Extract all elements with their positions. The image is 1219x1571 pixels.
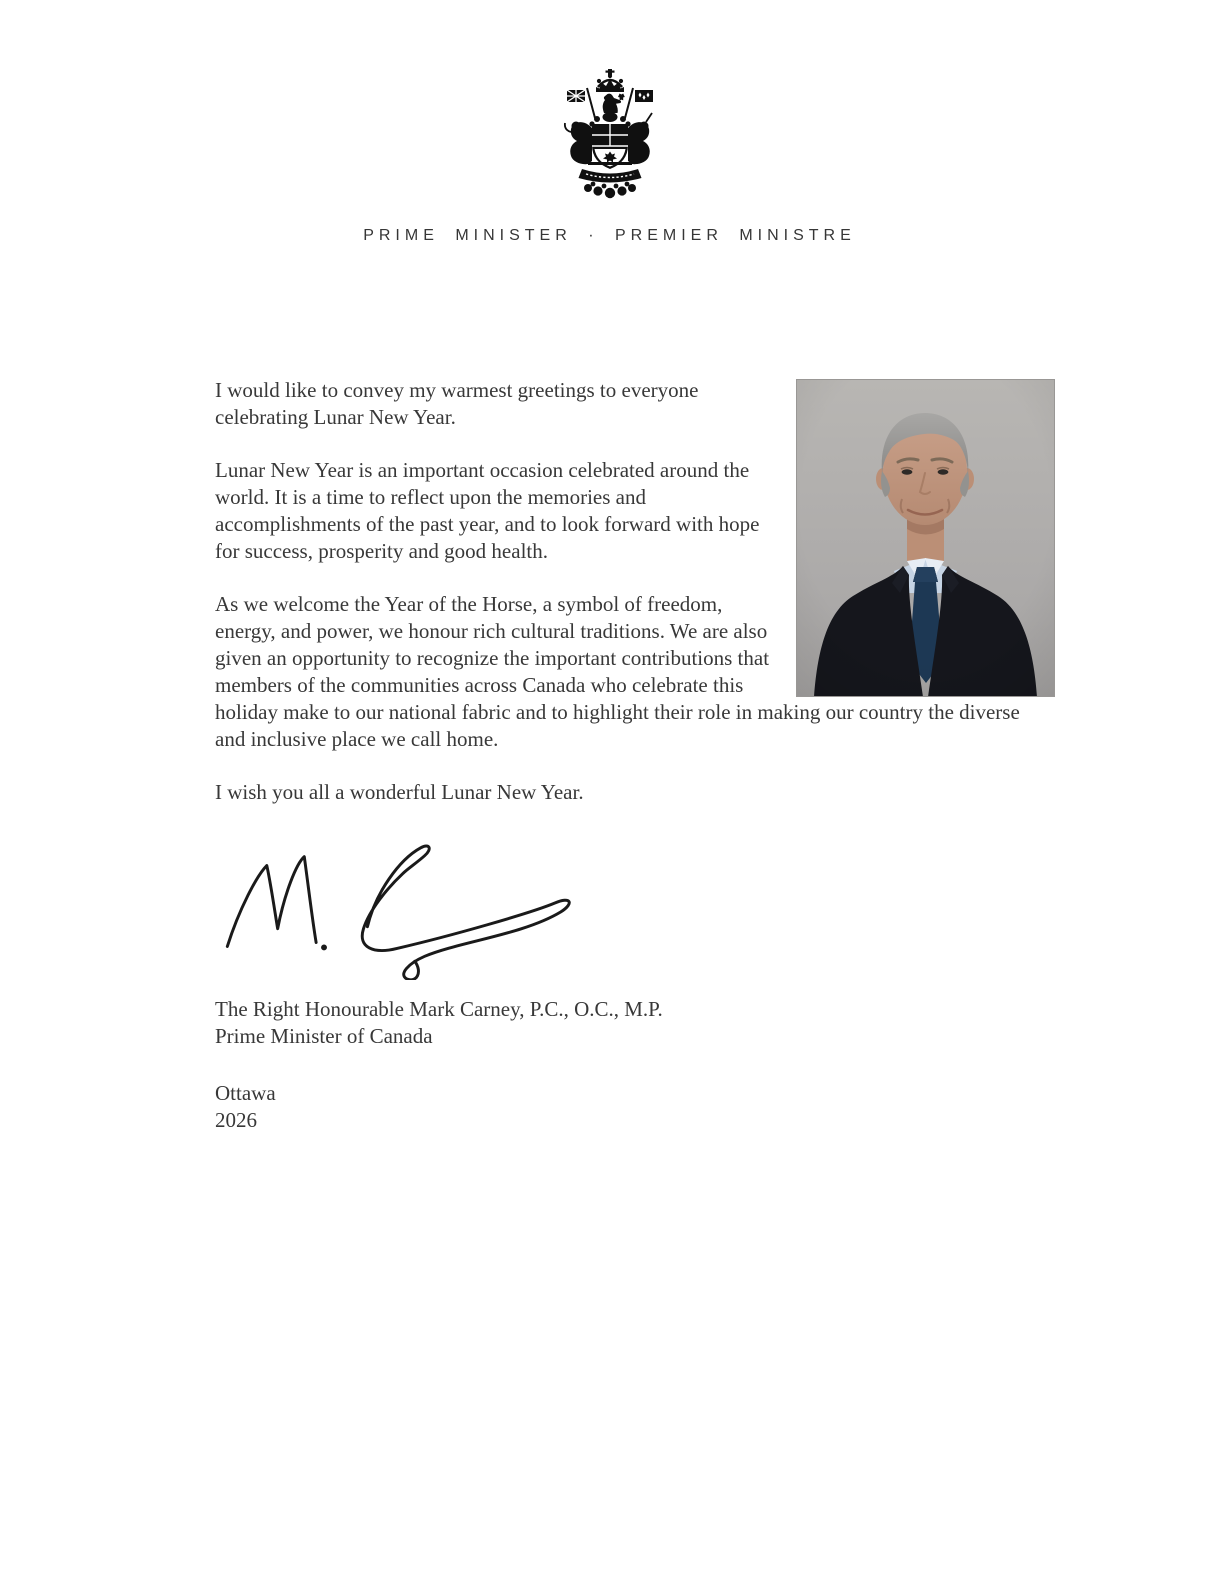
portrait-photo [796, 379, 1055, 697]
paragraph-year-of-horse: As we welcome the Year of the Horse, a symbol of freedom, energy, and power, we honour rich cultural traditions. We are also given an opportunity to recognize the important contributions that members of the communities across Canada who celebrate this holiday make to our national fabric and to highlight their role in making our country the diverse and inclusive place we call home. [215, 592, 1020, 751]
canada-coat-of-arms-icon [558, 66, 662, 202]
paragraph-wish: I wish you all a wonderful Lunar New Year. [215, 780, 584, 804]
signoff-block [215, 996, 1055, 1050]
dateline-place: Ottawa [215, 1081, 276, 1105]
paragraph-occasion: Lunar New Year is an important occasion celebrated around the world. It is a time to reflect upon the memories and accomplishments of the past year, and to look forward with hope for success, prosperity and good health. [215, 458, 760, 563]
dateline-block [215, 1080, 1055, 1134]
signoff-name: The Right Honourable Mark Carney, P.C., O.C., M.P. [215, 997, 663, 1021]
paragraph-greeting: I would like to convey my warmest greetings to everyone celebrating Lunar New Year. [215, 378, 699, 429]
dateline-year: 2026 [215, 1108, 257, 1132]
signoff-title: Prime Minister of Canada [215, 1024, 433, 1048]
letter-body [215, 377, 1055, 1134]
letterhead-title: PRIME MINISTER · PREMIER MINISTRE [363, 227, 856, 244]
signature-icon [217, 832, 582, 980]
